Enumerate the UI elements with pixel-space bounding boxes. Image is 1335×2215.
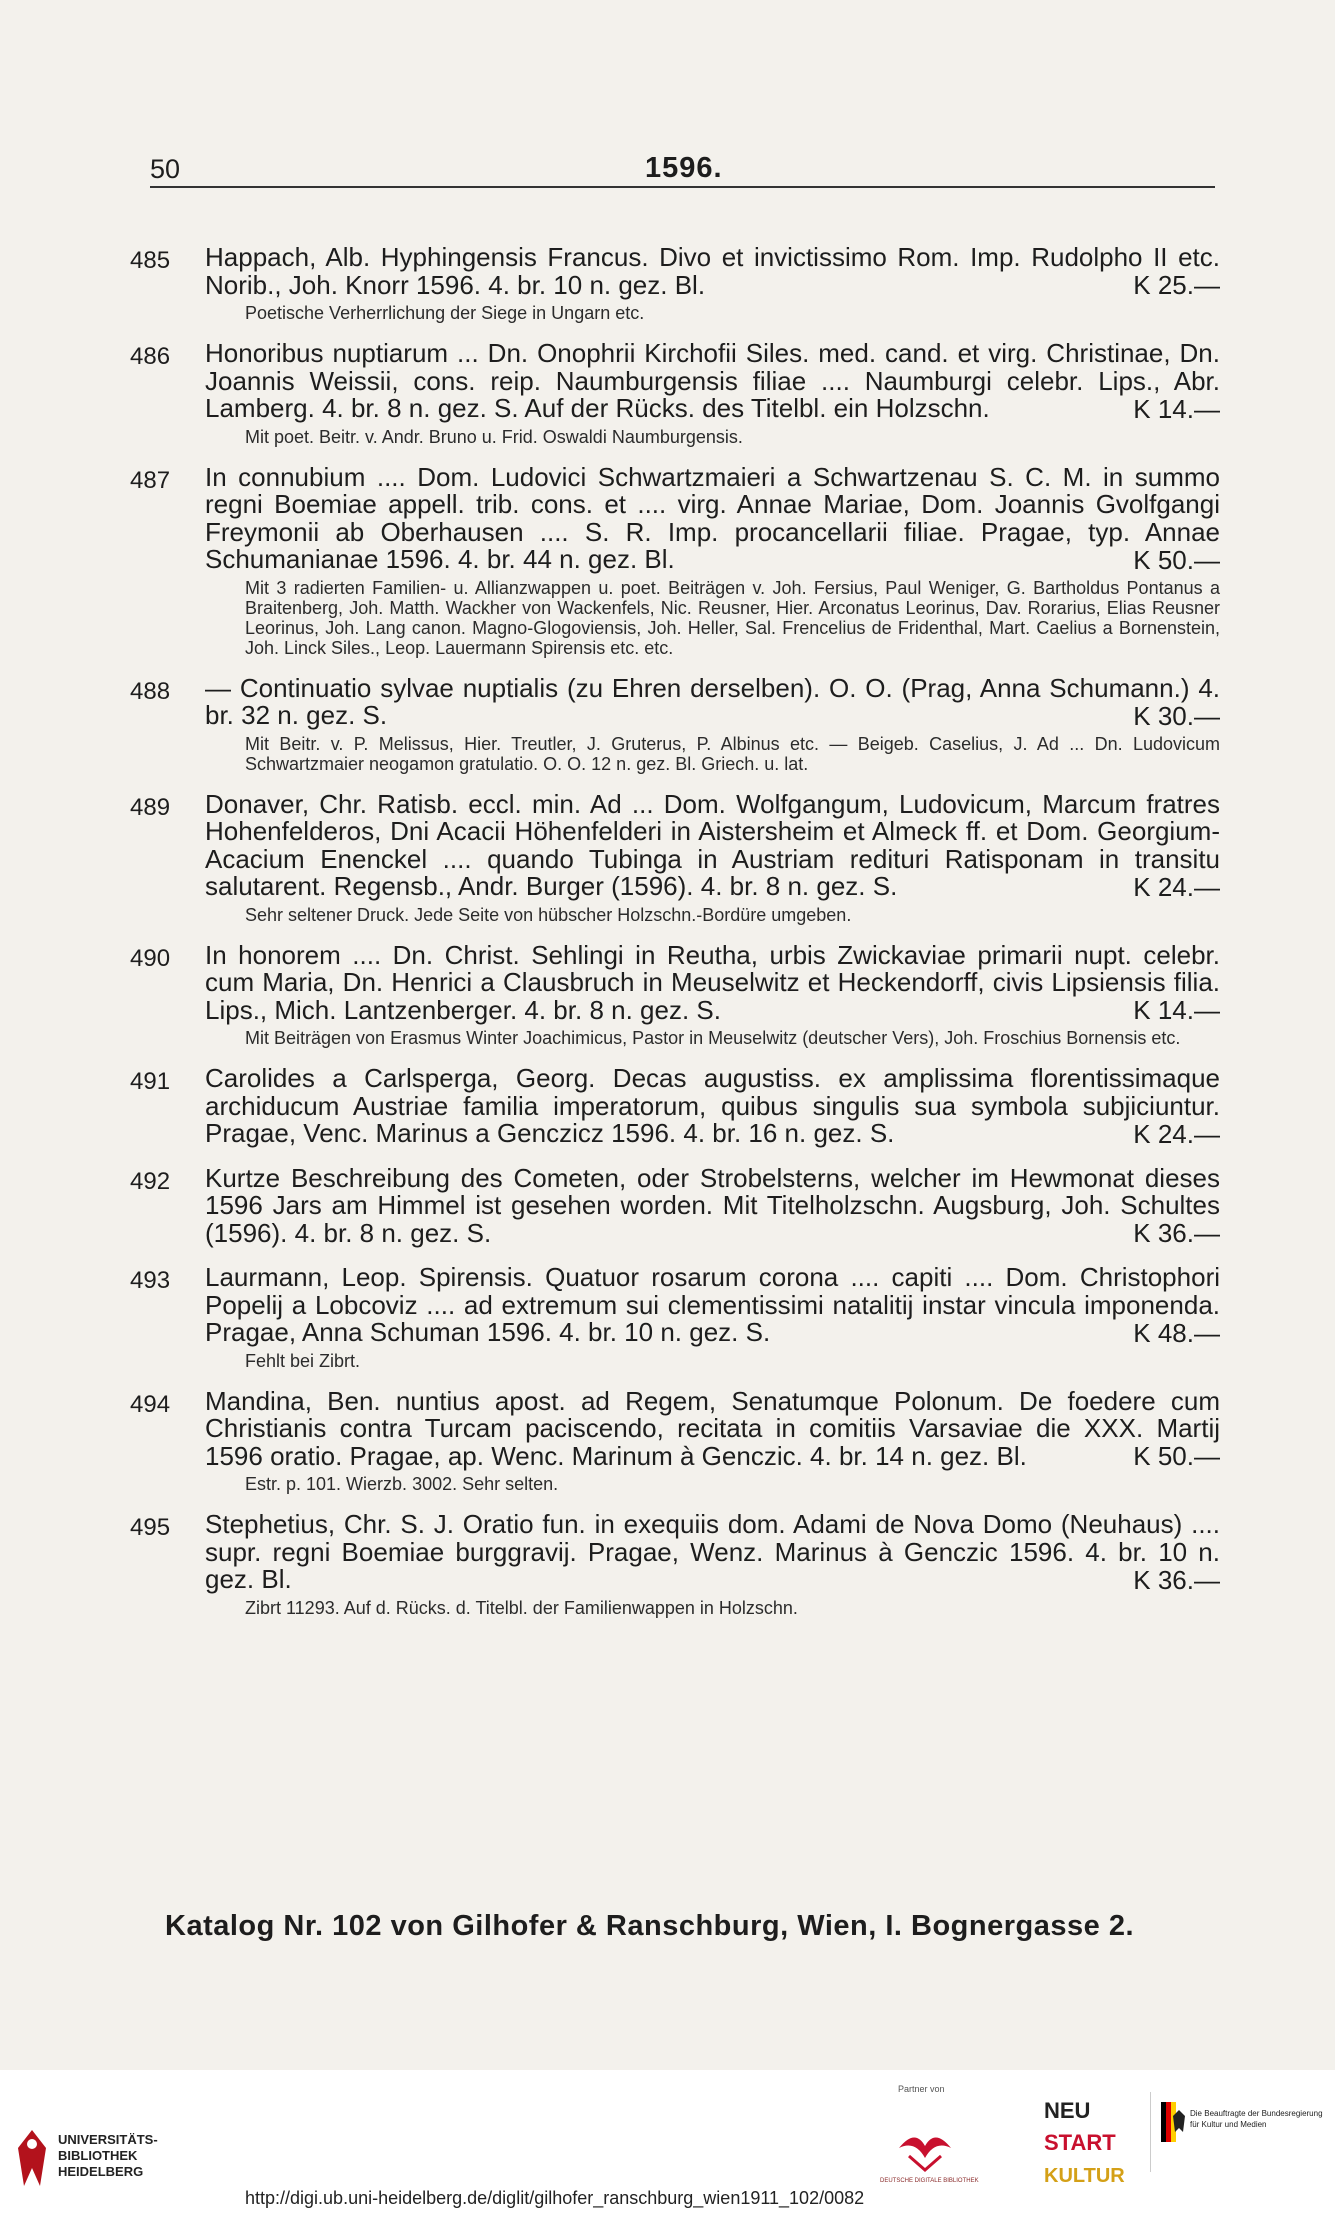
entry-text: Mandina, Ben. nuntius apost. ad Regem, Senatumque Polonum. De foedere cum Christianis contra Turcam paciscendo, recitata in comitiis Varsaviae die XXX. Martij 1596 oratio. Pragae, ap. Wenc. Marinum à Genczic. 4. br. 14 n. gez. Bl. [205, 1385, 1220, 1471]
library-name[interactable]: UNIVERSITÄTS- BIBLIOTHEK HEIDELBERG [58, 2132, 158, 2179]
entry-text: Kurtze Beschreibung des Cometen, oder Strobelsterns, welcher im Hewmonat dieses 1596 Jars am Himmel ist gesehen worden. Mit Titelholzschn. Augsburg, Joh. Schultes (1596). 4. br. 8 n. gez. S. [205, 1162, 1220, 1248]
catalog-entry [130, 1264, 1220, 1371]
entry-number: 487 [130, 466, 171, 494]
header-rule [150, 186, 1215, 188]
entry-text: Donaver, Chr. Ratisb. eccl. min. Ad ... Dom. Wolfgangum, Ludovicum, Marcum fratres Hohenfelderos, Dni Acacii Höhenfelderi in Aistersheim et Almeck ff. et Dom. Georgium-Acacium Enenckel .... quando Tubinga in Austriam redituri Ratisponam in transitu salutarent. Regensb., Andr. Burger (1596). 4. br. 8 n. gez. S. [205, 788, 1220, 901]
entry-note: Fehlt bei Zibrt. [245, 1350, 361, 1371]
entry-note: Mit Beitr. v. P. Melissus, Hier. Treutler, J. Gruterus, P. Albinus etc. — Beigeb. Caselius, J. Ad ... Dn. Ludovicum Schwartzmaier neogamon gratulatio. O. O. 12 n. gez. Bl. Griech. u. lat. [245, 733, 1220, 774]
entry-number: 488 [130, 677, 171, 705]
catalog-footer: Katalog Nr. 102 von Gilhofer & Ranschburg, Wien, I. Bognergasse 2. [165, 1910, 1135, 1942]
permalink-url[interactable]: http://digi.ub.uni-heidelberg.de/diglit/gilhofer_ranschburg_wien1911_102/0082 [245, 2188, 865, 2208]
entry-price: K 50.— [1133, 544, 1220, 575]
partner-label: Partner von [898, 2084, 945, 2094]
entry-note: Poetische Verherrlichung der Siege in Ungarn etc. [245, 303, 645, 323]
entry-note: Sehr seltener Druck. Jede Seite von hübscher Holzschn.-Bordüre umgeben. [245, 904, 852, 925]
entry-price: K 24.— [1133, 1118, 1220, 1149]
entry-note: Mit poet. Beitr. v. Andr. Bruno u. Frid. Oswaldi Naumburgensis. [245, 426, 743, 447]
catalog-entry [130, 1385, 1220, 1495]
entry-number: 485 [130, 247, 171, 274]
svg-text:KULTUR: KULTUR [1044, 2165, 1125, 2187]
entry-text: In honorem .... Dn. Christ. Sehlingi in Reutha, urbis Zwickaviae primarii nupt. celebr. cum Maria, Dn. Henrici a Clausbruch in Meuselwitz et Heckendorff, civis Lipsiensis filia. Lips., Mich. Lantzenberger. 4. br. 8 n. gez. S. [205, 939, 1220, 1025]
svg-text:START: START [1044, 2130, 1116, 2155]
catalog-entry [130, 1162, 1220, 1248]
entry-list [130, 244, 1220, 1635]
catalog-entry [130, 672, 1220, 774]
government-logo[interactable] [1150, 2092, 1319, 2172]
entry-text: Happach, Alb. Hyphingensis Francus. Divo et invictissimo Rom. Imp. Rudolpho II etc. Norib., Joh. Knorr 1596. 4. br. 10 n. gez. Bl. [205, 242, 1220, 300]
entry-price: K 14.— [1133, 995, 1220, 1025]
svg-text:NEU: NEU [1044, 2098, 1091, 2123]
entry-price: K 25.— [1133, 270, 1220, 300]
catalog-entry [130, 244, 1220, 323]
federal-eagle-icon [1161, 2102, 1187, 2142]
entry-note: Mit 3 radierten Familien- u. Allianzwappen u. poet. Beiträgen v. Joh. Fersius, Paul Weniger, G. Bartholdus Pontanus a Braitenberg, Joh. Matth. Wackher von Wackenfels, Nic. Reusner, Hier. Arconatus Leorinus, Dav. Rorarius, Elias Reusner Leorinus, Joh. Lang canon. Magno-Glogoviensis, Joh. Heller, Sal. Frencelius de Fridenthal, Mart. Caelius a Bornenstein, Joh. Linck Siles., Leop. Lauermann Spirensis etc. etc. [245, 577, 1220, 658]
entry-price: K 30.— [1133, 700, 1220, 731]
entry-price: K 36.— [1133, 1218, 1220, 1248]
catalog-entry [130, 461, 1220, 658]
entry-number: 489 [130, 793, 171, 821]
ddb-label: DEUTSCHE DIGITALE BIBLIOTHEK [880, 2178, 979, 2184]
neustart-kultur-logo-icon[interactable] [1040, 2088, 1125, 2198]
digitization-bar [0, 2070, 1335, 2215]
catalog-entry [130, 340, 1220, 447]
entry-price: K 48.— [1133, 1317, 1220, 1348]
entry-text: — Continuatio sylvae nuptialis (zu Ehren derselben). O. O. (Prag, Anna Schumann.) 4. br. 32 n. gez. S. [205, 672, 1220, 730]
entry-price: K 36.— [1133, 1564, 1220, 1595]
entry-note: Zibrt 11293. Auf d. Rücks. d. Titelbl. der Familienwappen in Holzschn. [245, 1597, 798, 1618]
page-number: 50 [150, 154, 181, 184]
entry-price: K 50.— [1133, 1441, 1220, 1471]
ddb-logo-icon[interactable] [895, 2118, 955, 2174]
entry-number: 494 [130, 1390, 171, 1418]
catalog-entry [130, 1511, 1220, 1618]
entry-text: Honoribus nuptiarum ... Dn. Onophrii Kirchofii Siles. med. cand. et virg. Christinae, Dn. Joannis Weissii, cons. reip. Naumburgensis filiae .... Naumburgi celebr. Lips., Abr. Lamberg. 4. br. 8 n. gez. S. Auf der Rücks. des Titelbl. ein Holzschn. [205, 338, 1220, 423]
entry-number: 492 [130, 1167, 171, 1195]
catalog-entry [130, 1065, 1220, 1148]
government-label: Die Beauftragte der Bundesregierung für Kultur und Medien [1190, 2109, 1323, 2129]
entry-text: Carolides a Carlsperga, Georg. Decas augustiss. ex amplissima florentissimaque archiducum Austriae familia imperatorum, quibus singulis sua symbola subjiciuntur. Pragae, Venc. Marinus a Genczicz 1596. 4. br. 16 n. gez. S. [205, 1063, 1220, 1148]
page-header [150, 148, 1215, 188]
entry-number: 491 [130, 1068, 171, 1095]
entry-price: K 14.— [1133, 393, 1220, 424]
entry-number: 493 [130, 1267, 171, 1294]
entry-note: Estr. p. 101. Wierzb. 3002. Sehr selten. [245, 1474, 559, 1494]
entry-number: 490 [130, 944, 171, 972]
university-seal-icon [14, 2128, 50, 2188]
entry-note: Mit Beiträgen von Erasmus Winter Joachimicus, Pastor in Meuselwitz (deutscher Vers), Joh. Froschius Bornensis etc. [245, 1028, 1181, 1048]
entry-price: K 24.— [1133, 871, 1220, 902]
entry-text: Stephetius, Chr. S. J. Oratio fun. in exequiis dom. Adami de Nova Domo (Neuhaus) .... supr. regni Boemiae burggravij. Pragae, Wenz. Marinus à Genczic 1596. 4. br. 10 n. gez. Bl. [205, 1509, 1220, 1594]
entry-text: Laurmann, Leop. Spirensis. Quatuor rosarum corona .... capiti .... Dom. Christophori Popelij a Lobcoviz .... ad extremum sui clementissimi natalitij instar vincula imponenda. Pragae, Anna Schuman 1596. 4. br. 10 n. gez. S. [205, 1262, 1220, 1347]
catalog-entry [130, 939, 1220, 1049]
entry-number: 495 [130, 1514, 171, 1541]
catalog-entry [130, 788, 1220, 925]
entry-number: 486 [130, 343, 171, 370]
entry-text: In connubium .... Dom. Ludovici Schwartzmaieri a Schwartzenau S. C. M. in summo regni Boemiae appell. trib. cons. et .... virg. Annae Mariae, Dom. Joannis Gvolfgangi Freymonii ab Oberhausen .... S. R. Imp. procancellarii filiae. Pragae, typ. Annae Schumanianae 1596. 4. br. 44 n. gez. Bl. [205, 461, 1220, 574]
page-year-heading: 1596. [645, 152, 723, 184]
